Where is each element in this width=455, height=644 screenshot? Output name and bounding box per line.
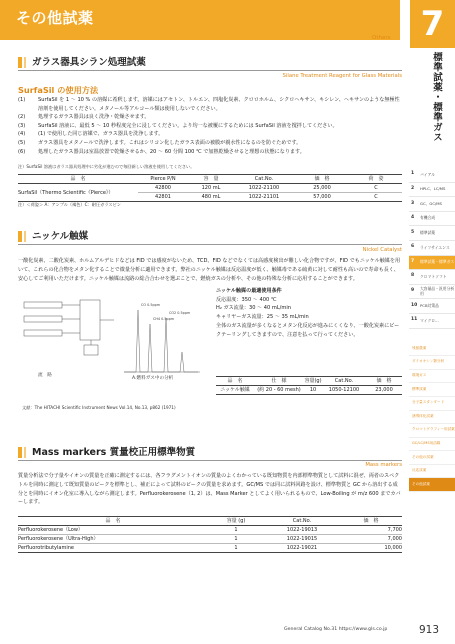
header-band bbox=[0, 0, 400, 40]
peak-label: CO 0.5ppm bbox=[141, 303, 161, 307]
page-number: 913 bbox=[419, 624, 440, 636]
section-bar bbox=[18, 231, 22, 242]
nickel-conditions bbox=[216, 287, 401, 339]
section-underline bbox=[18, 70, 402, 71]
section-header-nickel bbox=[18, 230, 402, 244]
sidebar-item-lifescience[interactable]: 6 ライフサイエンス bbox=[409, 241, 455, 256]
nickel-description: 一酸化炭素、二酸化炭素、ホルムアルデヒドなどは FID では感度がないため、TCD、FID などでなくては高感度検出が難しい化合物ですが、FID でもニッケル触媒を用いて、これらの化合物をメタン化することで微量分析に適用できます。弊社のニッケル触媒は反応温度が低く、触媒毒である硫黄に対して耐性も高いので寿命も長く、安心してご利用いただけます。ニッケル触媒は流路の総合合わせを選ぶことで、燃焼ガスの分析や、その他の特殊な分析に応用することができます。 bbox=[18, 258, 401, 282]
surfasil-note: 注）SurfaSil 溶液はガラス器具処理中に劣化が進むので毎回新しい溶液を使用してください。 bbox=[18, 164, 195, 169]
mass-description: 質量分析法で分子量やイオンの質量を正確に測定するには、各フラグメントイオンの質量のよくわかっている既知物質を内部標準物質として試料に混ぜ、両者のスペクトルを同時に測定して既知質量のピークを標準とし、補正によって試料のピークの質量を求めます。GC/MS では同に試料回路を設け、標準物質と GC から溶出する成分とを同時にイオン化室に導入しながら測定します。Perfluorokerosene（1, 2）は、Mass Marker としてよく用いられるもので、Low-Boiling が m/z 600 までカバーします。 bbox=[18, 473, 401, 506]
sidebar-item-micro[interactable]: 11 マイクロ... bbox=[409, 314, 455, 329]
table-row: 42801 480 mL 1022-21101 57,000 C bbox=[18, 193, 402, 202]
table-row: Perfluorotributylamine 1 1022-19021 10,000 bbox=[18, 545, 402, 551]
chrom-left-caption: 流 路 bbox=[38, 373, 52, 378]
section-en-title: Nickel Catalyst bbox=[362, 247, 402, 253]
section-bar bbox=[18, 447, 22, 458]
step-item: (5) ガラス器具をメタノールで洗浄します。これはシリコン化したガラス表面の被膜が親水性になるのを防ぐためです。 bbox=[18, 139, 302, 146]
section-bar-thin bbox=[24, 447, 26, 458]
section-underline bbox=[18, 244, 402, 245]
nickel-table bbox=[216, 376, 402, 395]
section-title: ガラス器具シラン処理試薬 bbox=[32, 57, 146, 68]
table-row: ニッケル触媒 (約 20 - 60 mesh) 10 1050-12100 23,000 bbox=[216, 386, 402, 395]
section-title: ニッケル触媒 bbox=[32, 231, 89, 242]
nickel-reference: 文献：The HITACHI Scientific Instrument News Vol.14, No.13, p862 (1971) bbox=[22, 405, 176, 410]
section-en-title: Silane Treatment Reagent for Glass Materials bbox=[282, 73, 402, 79]
table-row: Perfluorokerosene（Ultra-High） 1 1022-19015 7,000 bbox=[18, 536, 402, 542]
page-title: その他試薬 bbox=[16, 9, 94, 27]
table-row: SurfaSil（Thermo Scientific《Pierce》） 42800 120 mL 1022-21100 25,000 C bbox=[18, 184, 402, 193]
section-header-silane bbox=[18, 56, 402, 70]
usage-title: SurfaSil の使用方法 bbox=[18, 85, 99, 95]
chapter-title: 標準試薬・標準ガス bbox=[431, 52, 442, 142]
sidebar-sub-other[interactable]: その他の試薬 bbox=[409, 451, 455, 465]
step-item: (3) SurfaSil 溶液に、最低 5 ～ 10 秒程度完全に浸してください。より均一な被覆にするためには SurfaSil 溶液を撹拌してください。 bbox=[18, 122, 338, 129]
sidebar-item-vial[interactable]: 1 バイアル bbox=[409, 168, 455, 183]
sidebar-item-bulk[interactable]: 9 大容量品・汎用分析用 bbox=[409, 285, 455, 300]
sidebar-sub-chroma[interactable]: クロマトグラフィー用試薬 bbox=[409, 424, 455, 438]
chrom-right-caption: A.燃料ガス中の分析 bbox=[132, 376, 174, 380]
mass-table bbox=[18, 516, 402, 553]
table-row: Perfluorokerosene（Low） 1 1022-19013 7,700 bbox=[18, 527, 402, 533]
sidebar-sub-standard[interactable]: 標準試薬 bbox=[409, 383, 455, 397]
sidebar-item-gc[interactable]: 3 GC、GC/MS bbox=[409, 197, 455, 212]
peak-label: CH4 0.5ppm bbox=[153, 317, 175, 321]
section-title: Mass markers 質量校正用標準物質 bbox=[32, 447, 196, 458]
step-item: (6) 処理したガラス器具は室温放置で乾燥させるか、20 ～ 60 分間 100 ℃ で加熱乾燥させると理想の状態になります。 bbox=[18, 148, 305, 155]
section-header-mass bbox=[18, 446, 402, 460]
sidebar-sub-mw[interactable]: 分子量スタンダード bbox=[409, 397, 455, 411]
steps-list bbox=[18, 96, 404, 156]
chromatogram-figure bbox=[22, 290, 206, 380]
condition-item: 全体のガス流量が多くなるとメタン化反応が進みにくくなり、一酸化炭素にピークテーリングしてきますので、注意を払って行ってください。 bbox=[216, 322, 400, 338]
sidebar-sub-others-active[interactable]: その他試薬 bbox=[409, 478, 455, 492]
sidebar-item-standards[interactable]: 5 標準試薬 bbox=[409, 226, 455, 241]
sidebar-item-hplc[interactable]: 2 HPLC、LC/MS bbox=[409, 183, 455, 198]
sidebar-sub-deriv[interactable]: 誘導体化試薬 bbox=[409, 411, 455, 425]
section-en-title: Mass markers bbox=[365, 462, 402, 468]
sidebar-sub-pesticide[interactable]: 残留農薬 bbox=[409, 343, 455, 357]
step-item: (4) (1) で使用した同じ溶媒で、ガラス器具を洗浄します。 bbox=[18, 131, 164, 138]
sidebar-item-synthesis[interactable]: 4 有機合成 bbox=[409, 212, 455, 227]
table-header-row: 品 名 Pierce P/N 容 量 Cat.No. 価 格 荷 姿 bbox=[18, 175, 402, 184]
condition-item: H₂ ガス流量：30 ～ 40 mL/min bbox=[216, 305, 291, 312]
peak-label: CO2 0.5ppm bbox=[169, 311, 191, 315]
section-bar bbox=[18, 57, 22, 68]
section-bar-thin bbox=[24, 231, 26, 242]
table-header-row: 品 名 容量 (g) Cat.No. 価 格 bbox=[18, 517, 402, 526]
step-item: (2) 処理するガラス器具は良く洗浄・乾燥させます。 bbox=[18, 114, 150, 121]
chapter-sidebar bbox=[409, 168, 455, 492]
condition-item: 反応温度：350 ～ 400 ℃ bbox=[216, 296, 277, 303]
sidebar-item-software[interactable]: 8 クロマトソフト bbox=[409, 270, 455, 285]
step-item: (1) SurfaSil を 1 ～ 10 % の溶媒に希釈します。溶媒にはアセトン、トルエン、四塩化炭素、クロロホルム、シクロヘキサン、キシレン、ヘキサンのような無極性溶剤を使用してください。メタノール等アルコール類は使用しないでください。 bbox=[18, 97, 400, 112]
sidebar-item-pcb[interactable]: 10 PCB対策品 bbox=[409, 299, 455, 314]
sidebar-sub-reaction[interactable]: 反応試薬 bbox=[409, 465, 455, 479]
surfasil-table bbox=[18, 174, 402, 202]
others-label: Others bbox=[372, 35, 391, 41]
sidebar-sub-dioxin[interactable]: ダイオキシン類分析 bbox=[409, 356, 455, 370]
section-underline bbox=[18, 460, 402, 461]
catalog-info: General Catalog No.31 https://www.gls.co.jp bbox=[284, 627, 388, 632]
table-note: 注）＜荷姿＞ A：アンプル（褐色）C：耐圧ガラスビン bbox=[18, 202, 121, 207]
condition-item: キャリヤーガス流量：25 ～ 35 mL/min bbox=[216, 314, 309, 321]
section-bar-thin bbox=[24, 57, 26, 68]
table-header-row: 品 名 仕 様 容量(g) Cat.No. 価 格 bbox=[216, 377, 402, 386]
sidebar-sub-gas[interactable]: 環境ガス bbox=[409, 370, 455, 384]
chapter-number: 7 bbox=[410, 0, 455, 48]
conditions-title: ニッケル触媒の最適使用条件 bbox=[216, 288, 282, 294]
sidebar-item-standard-gas[interactable]: 7 標準試薬・標準ガス bbox=[409, 256, 455, 271]
sidebar-sub-solvent[interactable]: GC/LC/MS用溶媒 bbox=[409, 438, 455, 452]
